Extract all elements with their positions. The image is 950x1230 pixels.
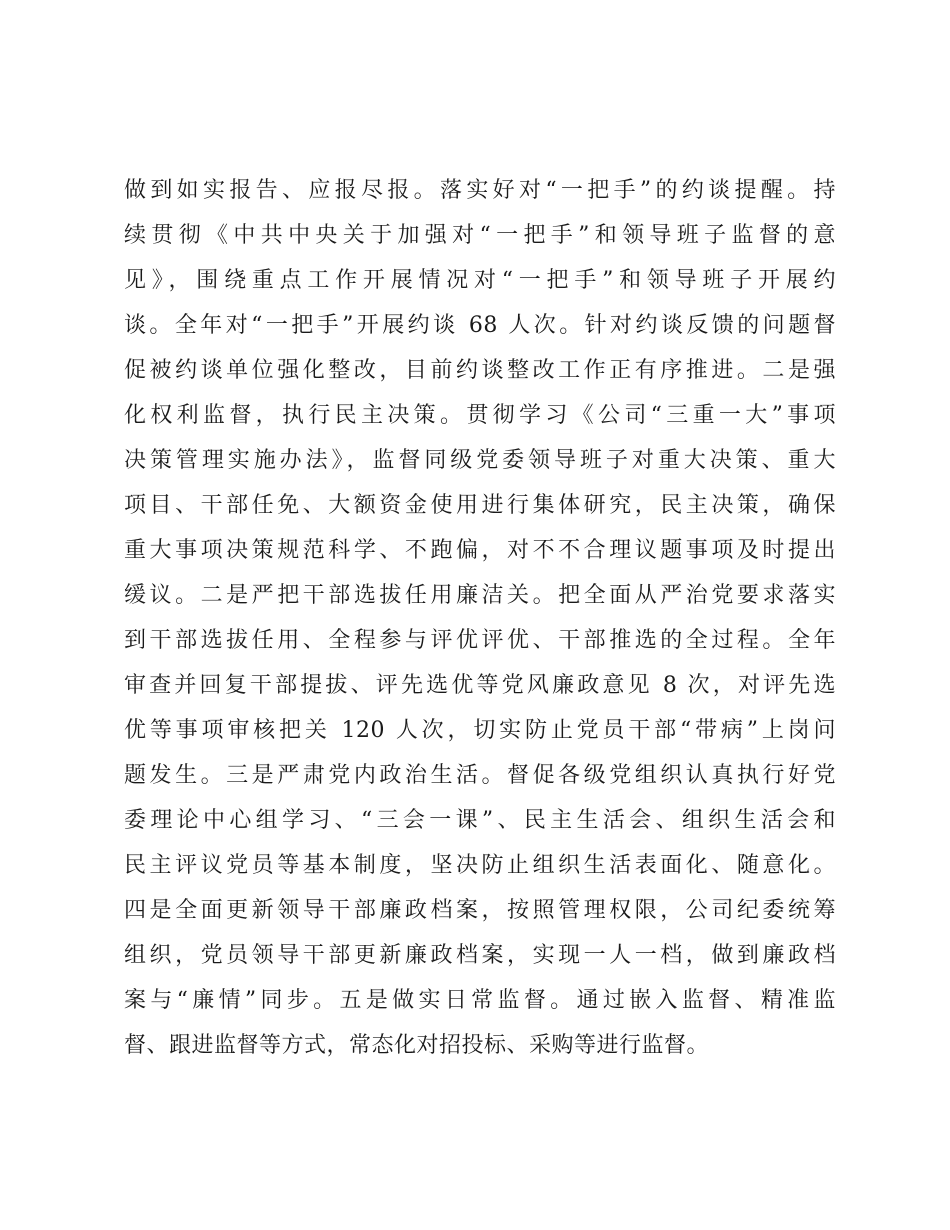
text-line: 做到如实报告、应报尽报。落实好对“一把手”的约谈提醒。持 (124, 178, 836, 203)
text-line: 审查并回复干部提拔、评先选优等党风廉政意见 8 次，对评先选 (124, 673, 836, 698)
text-line: 案与“廉情”同步。五是做实日常监督。通过嵌入监督、精准监 (124, 988, 836, 1013)
body-paragraph (124, 168, 836, 1068)
text-line: 督、跟进监督等方式，常态化对招投标、采购等进行监督。 (124, 1033, 710, 1058)
text-line: 组织，党员领导干部更新廉政档案，实现一人一档，做到廉政档 (124, 943, 836, 968)
text-line: 谈。全年对“一把手”开展约谈 68 人次。针对约谈反馈的问题督 (124, 313, 836, 338)
text-line: 重大事项决策规范科学、不跑偏，对不不合理议题事项及时提出 (124, 538, 836, 563)
text-line: 促被约谈单位强化整改，目前约谈整改工作正有序推进。二是强 (124, 358, 836, 383)
text-line: 到干部选拔任用、全程参与评优评优、干部推选的全过程。全年 (124, 628, 836, 653)
text-line: 续贯彻《中共中央关于加强对“一把手”和领导班子监督的意 (124, 223, 836, 248)
text-line: 委理论中心组学习、“三会一课”、民主生活会、组织生活会和 (124, 808, 836, 833)
text-line: 优等事项审核把关 120 人次，切实防止党员干部“带病”上岗问 (124, 718, 836, 743)
text-line: 题发生。三是严肃党内政治生活。督促各级党组织认真执行好党 (124, 763, 836, 788)
text-line: 民主评议党员等基本制度，坚决防止组织生活表面化、随意化。 (124, 853, 836, 878)
text-line: 缓议。二是严把干部选拔任用廉洁关。把全面从严治党要求落实 (124, 583, 836, 608)
text-line: 项目、干部任免、大额资金使用进行集体研究，民主决策，确保 (124, 493, 836, 518)
text-line: 决策管理实施办法》，监督同级党委领导班子对重大决策、重大 (124, 448, 836, 473)
text-line: 四是全面更新领导干部廉政档案，按照管理权限，公司纪委统筹 (124, 898, 836, 923)
text-line: 化权利监督，执行民主决策。贯彻学习《公司“三重一大”事项 (124, 403, 836, 428)
text-line: 见》，围绕重点工作开展情况对“一把手”和领导班子开展约 (124, 268, 836, 293)
